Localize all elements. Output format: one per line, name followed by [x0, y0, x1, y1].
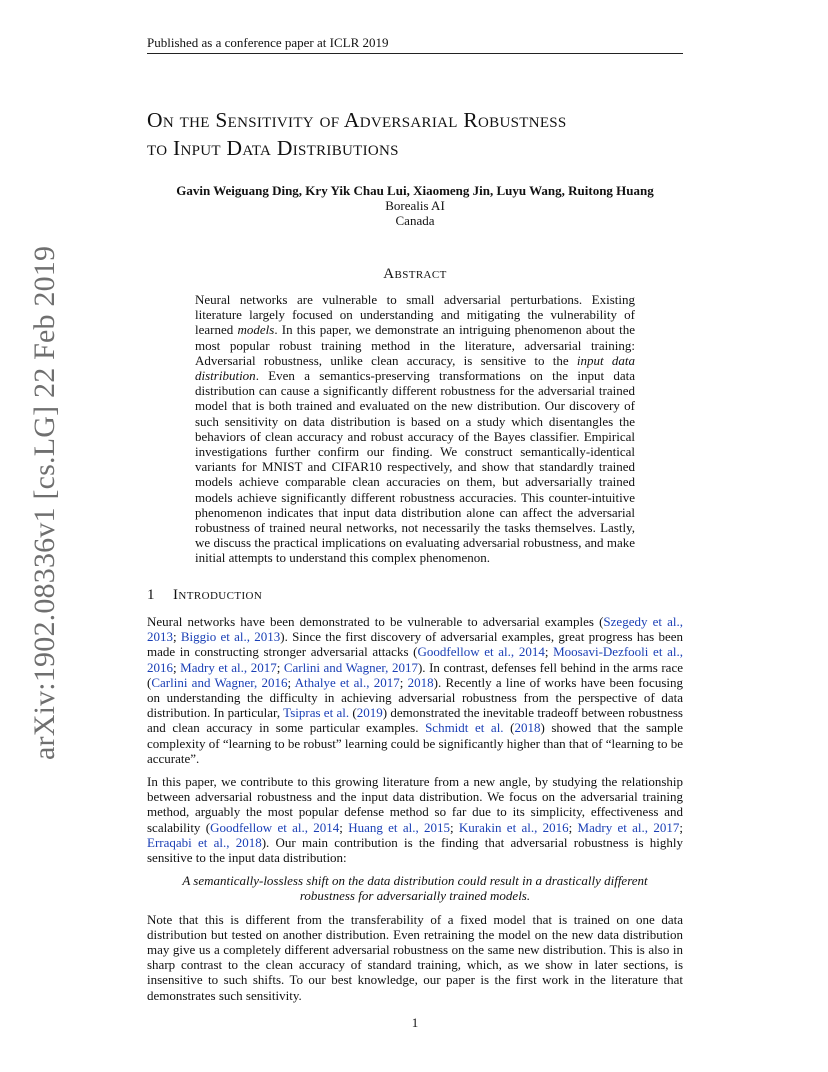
text-span: ;: [450, 819, 459, 835]
abstract-span: . In this paper, we demonstrate an intriguing phenomenon about the most popular robust training method in the literature, adversarial training: Adversarial robustness, unlike clean accuracy, is sensitive to the: [195, 322, 635, 368]
text-span: Neural networks have been demonstrated to be vulnerable to adversarial examples (: [147, 614, 604, 629]
abstract-heading: Abstract: [383, 266, 447, 282]
citation-link[interactable]: Huang et al., 2015: [348, 819, 450, 835]
citation-link[interactable]: Madry et al., 2017: [180, 659, 277, 675]
citation-link[interactable]: Athalye et al., 2017: [294, 674, 400, 690]
text-span: ;: [679, 819, 683, 835]
author-names: Gavin Weiguang Ding, Kry Yik Chau Lui, Xiaomeng Jin, Luyu Wang, Ruitong Huang: [176, 183, 654, 198]
text-span: (: [503, 720, 515, 736]
abstract-text: [195, 292, 635, 566]
section-title: Introduction: [173, 587, 263, 603]
citation-link[interactable]: Schmidt et al.: [425, 720, 504, 736]
citation-link[interactable]: 2018: [407, 674, 434, 690]
citation-link[interactable]: Kurakin et al., 2016: [458, 819, 569, 835]
title-line-1: On the Sensitivity of Adversarial Robustness: [147, 108, 567, 132]
citation-link[interactable]: Carlini and Wagner, 2016: [151, 674, 288, 690]
text-span: ;: [287, 674, 295, 690]
text-span: ;: [544, 644, 554, 660]
citation-link[interactable]: Tsipras et al.: [283, 705, 350, 721]
introduction-body: [147, 614, 683, 1011]
paper-title: [147, 106, 707, 162]
section-heading-introduction: [147, 587, 683, 604]
citation-link[interactable]: Biggio et al., 2013: [180, 629, 281, 645]
text-span: (: [349, 705, 357, 721]
citation-link[interactable]: 2019: [356, 705, 383, 721]
text-span: ). In contrast, defenses fell behind in the arms race (: [147, 659, 683, 690]
citation-link[interactable]: Szegedy et al., 2013: [147, 614, 683, 645]
citation-link[interactable]: Moosavi-Dezfooli et al., 2016: [147, 644, 683, 675]
abstract-span: . Even a semantics-preserving transformations on the input data distribution can cause a significantly different robustness for the adversarial trained model that is both trained and evaluated on the new distribution. Our discovery of such sensitivity on data distribution is based on a study which disentangles the behaviors of clean accuracy and robust accuracy of the Bayes classifier. Empirical investigations further confirm our finding. We construct semantically-identical variants for MNIST and CIFAR10 respectively, and show that standardly trained models achieve comparable clean accuracies on them, but adversarially trained models achieve significantly different robustness accuracies. This counter-intuitive phenomenon indicates that input data distribution alone can affect the adversarial robustness of trained neural networks, not necessarily the tasks themselves. Lastly, we discuss the practical implications on evaluating adversarial robustness, and make initial attempts to understand this complex phenomenon.: [195, 368, 635, 566]
citation-link[interactable]: Erraqabi et al., 2018: [147, 834, 262, 850]
country: Canada: [395, 213, 435, 228]
text-span: ) showed that the sample complexity of “learning to be robust” learning could be significantly higher than that of “learning to be accurate”.: [147, 720, 683, 766]
author-block: [147, 183, 683, 228]
citation-link[interactable]: Madry et al., 2017: [577, 819, 680, 835]
text-span: ;: [173, 629, 181, 645]
title-line-2: to Input Data Distributions: [147, 136, 399, 160]
affiliation: Borealis AI: [385, 198, 445, 213]
page-number: 1: [411, 1015, 419, 1030]
section-number: 1: [147, 587, 155, 603]
arxiv-stamp: arXiv:1902.08336v1 [cs.LG] 22 Feb 2019: [28, 245, 61, 760]
text-span: In this paper, we contribute to this growing literature from a new angle, by studying the relationship between adversarial robustness and the input data distribution. We focus on the adversarial training method, arguably the most popular defense method so far due to its simplicity, effectiveness and scalability (: [147, 774, 683, 835]
text-span: ;: [339, 819, 349, 835]
text-span: ;: [173, 659, 181, 675]
citation-link[interactable]: Goodfellow et al., 2014: [210, 819, 340, 835]
paragraph: [147, 774, 683, 865]
text-span: ). Recently a line of works have been focusing on understanding the difficulty in achieving adversarial robustness from the perspective of data distribution. In particular,: [147, 674, 684, 721]
text-span: ;: [568, 819, 578, 835]
text-span: ;: [399, 674, 408, 690]
paragraph: Note that this is different from the transferability of a fixed model that is trained on one data distribution but tested on another distribution. Even retraining the model on the new data distribution may give us a completely different adversarial robustness on the same new distribution. This is also in sharp contrast to the clean accuracy of standard training, which, as we show in later sections, is insensitive to such shifts. To our best knowledge, our paper is the first work in the literature that demonstrates such sensitivity.: [147, 911, 683, 1003]
text-span: ). Our main contribution is the finding that adversarial robustness is highly sensitive to the input data distribution:: [147, 834, 683, 866]
text-span: ) demonstrated the inevitable tradeoff between robustness and clean accuracy in some particular examples.: [147, 705, 683, 736]
text-span: ). Since the first discovery of adversarial examples, great progress has been made in constructing stronger adversarial attacks (: [147, 629, 683, 660]
abstract-span: Neural networks are vulnerable to small adversarial perturbations. Existing literature largely focused on understanding and mitigating the vulnerability of learned: [195, 292, 635, 338]
citation-link[interactable]: Carlini and Wagner, 2017: [283, 659, 418, 675]
running-head: Published as a conference paper at ICLR 2019: [147, 35, 389, 50]
text-span: ;: [276, 659, 284, 675]
citation-link[interactable]: Goodfellow et al., 2014: [417, 644, 545, 660]
abstract-emphasis: input data distribution: [195, 352, 635, 384]
header-rule: [147, 53, 683, 54]
paragraph: [147, 614, 683, 766]
citation-link[interactable]: 2018: [514, 720, 541, 736]
highlighted-claim: A semantically-lossless shift on the data distribution could result in a drastically different robustness for adversarially trained models.: [182, 873, 648, 904]
abstract-emphasis: models: [237, 322, 275, 338]
